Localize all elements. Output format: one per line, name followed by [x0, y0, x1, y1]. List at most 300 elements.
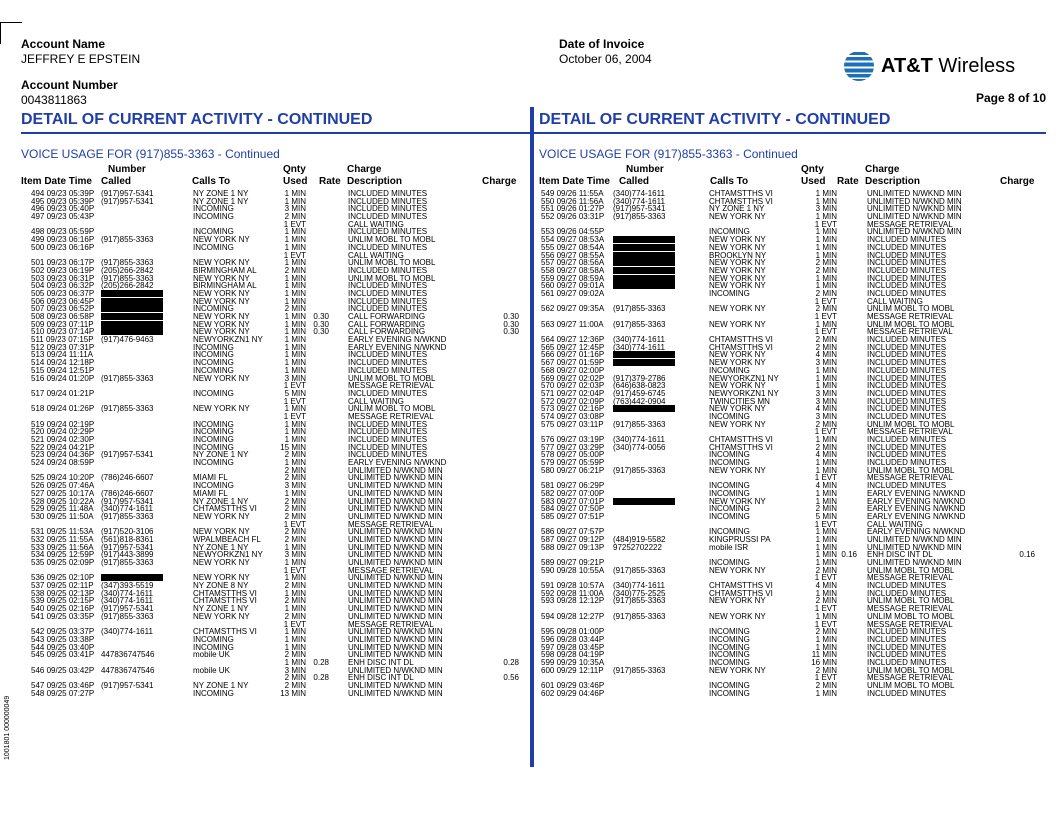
charge: 0.56 — [503, 673, 519, 683]
description: MESSAGE RETRIEVAL — [867, 327, 953, 337]
calls-to: CHTAMSTTHS VI — [709, 581, 773, 591]
rate: 0.30 — [313, 312, 329, 321]
qnty-used: 1 MIN — [284, 319, 306, 329]
calls-to: NEW YORK NY — [193, 273, 250, 283]
calls-to: CHTAMSTTHS VI — [193, 627, 257, 637]
called-number: (917)855-3363 — [101, 273, 154, 283]
description: INCLUDED MINUTES — [867, 281, 947, 291]
description: UNLIMITED N/WKND MIN — [867, 196, 962, 206]
qnty-used: 11 MIN — [811, 650, 837, 660]
calls-to: BROOKLYN NY — [709, 250, 767, 260]
called-number: (917)476-9463 — [101, 335, 154, 345]
calls-to: NEW YORK NY — [709, 304, 766, 314]
item-date-time: 519 09/24 02:19P — [31, 419, 95, 429]
calls-to: INCOMING — [193, 642, 234, 652]
description: UNLIMITED N/WKND MIN — [348, 581, 443, 591]
calls-to: NEW YORK NY — [193, 312, 250, 321]
qnty-used: 4 MIN — [815, 404, 837, 414]
calls-to: INCOMING — [709, 650, 750, 660]
qnty-used: 3 MIN — [815, 204, 837, 214]
item-date-time: 572 09/27 02:09P — [541, 396, 605, 406]
description: UNLIMITED N/WKND MIN — [348, 650, 443, 660]
called-number: (917)459-6745 — [613, 388, 666, 398]
calls-to: INCOMING — [709, 504, 750, 514]
table-row — [31, 298, 521, 306]
calls-to: INCOMING — [709, 688, 750, 698]
called-number: (917)957-5341 — [101, 450, 154, 460]
description: INCLUDED MINUTES — [867, 688, 947, 698]
table-row — [541, 344, 1041, 352]
called-number: (917)855-3363 — [613, 565, 666, 575]
description: INCLUDED MINUTES — [348, 450, 428, 460]
called-number: (484)919-5582 — [613, 534, 666, 544]
description: UNLIMITED N/WKND MIN — [348, 527, 443, 537]
table-row — [541, 682, 1041, 690]
table-row — [541, 597, 1041, 605]
item-date-time: 546 09/25 03:42P — [31, 665, 95, 675]
calls-to: CHTAMSTTHS VI — [709, 442, 773, 452]
item-date-time: 542 09/25 03:37P — [31, 627, 95, 637]
description: UNLIMITED N/WKND MIN — [348, 511, 443, 521]
called-number: (340)774-1611 — [613, 581, 665, 591]
description: UNLIMITED N/WKND MIN — [348, 504, 443, 514]
calls-to: NEW YORK NY — [709, 265, 766, 275]
description: UNLIM MOBL TO MOBL — [348, 373, 436, 383]
description: INCLUDED MINUTES — [867, 381, 947, 391]
qnty-used: 1 MIN — [284, 273, 306, 283]
item-date-time: 578 09/27 05:00P — [541, 450, 605, 460]
col-qnty-top: Qnty — [283, 164, 306, 175]
qnty-used: 1 MIN — [815, 273, 837, 283]
description: UNLIMITED N/WKND MIN — [348, 473, 443, 483]
redacted-number — [613, 351, 675, 358]
qnty-used: 1 MIN — [815, 319, 837, 329]
item-date-time: 530 09/25 11:50A — [31, 511, 94, 521]
table-row — [541, 444, 1041, 452]
called-number: (917)855-3363 — [101, 404, 154, 414]
table-row — [541, 290, 1041, 298]
called-number: (917)855-3363 — [101, 558, 154, 567]
redacted-number — [613, 244, 675, 251]
called-number: (917)855-3363 — [613, 319, 666, 329]
col-qnty-top: Qnty — [801, 164, 824, 175]
item-date-time: 540 09/25 02:16P — [31, 604, 95, 614]
qnty-used: 2 MIN — [284, 596, 306, 606]
qnty-used: 2 MIN — [284, 473, 306, 483]
calls-to: NEW YORK NY — [709, 611, 766, 621]
charge: 0.30 — [503, 319, 519, 329]
calls-to: INCOMING — [193, 242, 234, 252]
item-date-time: 589 09/27 09:21P — [541, 558, 605, 567]
description: CALL FORWARDING — [348, 327, 426, 337]
redacted-number — [613, 405, 675, 412]
item-date-time: 532 09/25 11:55A — [31, 534, 94, 544]
item-date-time: 580 09/27 06:21P — [541, 465, 605, 475]
called-number: (917)957-5341 — [613, 204, 666, 214]
item-date-time: 591 09/28 10:57A — [541, 581, 605, 591]
qnty-used: 1 MIN — [284, 196, 306, 206]
description: UNLIMITED N/WKND MIN — [867, 542, 962, 552]
calls-to: NY ZONE 1 NY — [193, 196, 249, 206]
description: UNLIMITED N/WKND MIN — [348, 558, 443, 567]
calls-to: NY ZONE 1 NY — [193, 604, 249, 614]
description: INCLUDED MINUTES — [867, 273, 947, 283]
redacted-number — [613, 267, 675, 274]
description: UNLIM MOBL TO MOBL — [867, 596, 955, 606]
table-row — [31, 382, 521, 390]
table-row — [31, 613, 521, 621]
description: EARLY EVENING N/WKND — [867, 504, 966, 514]
calls-to: NEW YORK NY — [193, 527, 250, 537]
item-date-time: 581 09/27 06:29P — [541, 481, 605, 491]
description: UNLIM MOBL TO MOBL — [867, 304, 955, 314]
item-date-time: 536 09/25 02:10P — [31, 573, 95, 583]
charge: 0.28 — [503, 657, 519, 667]
called-number: (917)855-3363 — [613, 665, 666, 675]
calls-to: INCOMING — [193, 688, 234, 698]
item-date-time: 528 09/25 10:22A — [31, 496, 95, 506]
item-date-time: 567 09/27 01:59P — [541, 358, 605, 368]
table-row — [31, 213, 521, 221]
table-row — [31, 436, 521, 444]
called-number: (917)855-3363 — [101, 258, 154, 268]
calls-to: INCOMING — [709, 657, 750, 667]
description: MESSAGE RETRIEVAL — [867, 619, 953, 629]
description: INCLUDED MINUTES — [867, 265, 947, 275]
calls-to: NY ZONE 1 NY — [193, 681, 249, 690]
col-used: Used — [283, 176, 308, 187]
qnty-used: 2 MIN — [815, 681, 837, 690]
description: INCLUDED MINUTES — [348, 304, 428, 314]
calls-to: NEW YORK NY — [709, 381, 766, 391]
description: ENH DISC INT DL — [867, 550, 933, 560]
item-date-time: 564 09/27 12:36P — [541, 335, 605, 345]
table-row — [31, 682, 521, 690]
table-row — [31, 390, 521, 398]
table-row — [541, 498, 1041, 506]
item-date-time: 582 09/27 07:00P — [541, 488, 605, 498]
item-date-time: 561 09/27 09:02A — [541, 288, 605, 298]
calls-to: NEW YORK NY — [709, 419, 766, 429]
called-number: 97252702222 — [613, 542, 662, 552]
qnty-used: 2 MIN — [815, 335, 837, 345]
description: MESSAGE RETRIEVAL — [348, 381, 434, 391]
qnty-used: 2 MIN — [284, 304, 306, 314]
table-row — [31, 359, 521, 367]
item-date-time: 602 09/29 04:46P — [541, 688, 605, 698]
table-row — [31, 474, 521, 482]
item-date-time: 547 09/25 03:46P — [31, 681, 95, 690]
description: UNLIM MOBL TO MOBL — [348, 235, 436, 245]
calls-to: INCOMING — [709, 527, 750, 537]
redacted-number — [613, 236, 675, 243]
account-name-label: Account Name — [21, 37, 106, 51]
calls-to: NEW YORK NY — [193, 319, 250, 329]
called-number: (917)855-3363 — [101, 511, 154, 521]
calls-to: INCOMING — [193, 350, 234, 360]
calls-to: INCOMING — [709, 634, 750, 644]
qnty-used: 1 EVT — [814, 604, 837, 614]
qnty-used: 1 MIN — [284, 242, 306, 252]
rate: 0.30 — [313, 327, 329, 337]
qnty-used: 1 MIN — [815, 488, 837, 498]
qnty-used: 1 EVT — [814, 619, 837, 629]
description: CALL WAITING — [867, 296, 923, 306]
called-number: (340)774-1611 — [101, 596, 153, 606]
table-row — [31, 313, 521, 321]
item-date-time: 586 09/27 07:57P — [541, 527, 605, 537]
description: EARLY EVENING N/WKND — [348, 342, 447, 352]
item-date-time: 576 09/27 03:19P — [541, 435, 605, 444]
qnty-used: 1 EVT — [283, 565, 306, 575]
calls-to: INCOMING — [193, 304, 234, 314]
item-date-time: 510 09/23 07:14P — [31, 327, 95, 337]
table-row — [31, 282, 521, 290]
item-date-time: 563 09/27 11:00A — [541, 319, 604, 329]
qnty-used: 1 MIN — [815, 558, 837, 567]
item-date-time: 509 09/23 07:11P — [31, 319, 94, 329]
qnty-used: 1 EVT — [283, 519, 306, 529]
calls-to: NEW YORK NY — [709, 358, 766, 368]
description: CALL WAITING — [348, 219, 404, 229]
table-row — [541, 544, 1041, 552]
globe-icon — [843, 50, 875, 82]
qnty-used: 1 MIN — [284, 419, 306, 429]
calls-to: INCOMING — [709, 227, 750, 237]
calls-to: NY ZONE 1 NY — [193, 189, 249, 198]
account-number-label: Account Number — [21, 78, 118, 92]
qnty-used: 1 MIN — [284, 488, 306, 498]
qnty-used: 1 MIN — [815, 227, 837, 237]
charge: 0.16 — [1019, 550, 1035, 560]
qnty-used: 1 MIN — [815, 435, 837, 444]
calls-to: NEW YORK NY — [709, 404, 766, 414]
description: INCLUDED MINUTES — [348, 419, 428, 429]
qnty-used: 1 MIN — [284, 327, 306, 337]
calls-to: NEW YORK NY — [709, 212, 766, 222]
qnty-used: 1 MIN — [284, 358, 306, 368]
calls-to: INCOMING — [709, 642, 750, 652]
qnty-used: 1 MIN — [284, 281, 306, 291]
called-number: (786)246-6607 — [101, 473, 154, 483]
item-date-time: 583 09/27 07:01P — [541, 496, 605, 506]
description: INCLUDED MINUTES — [348, 242, 428, 252]
item-date-time: 595 09/28 01:00P — [541, 627, 605, 637]
qnty-used: 1 MIN — [815, 250, 837, 260]
item-date-time: 568 09/27 02:00P — [541, 365, 605, 375]
table-row — [541, 236, 1041, 244]
table-row — [541, 213, 1041, 221]
calls-to: NEW YORK NY — [193, 404, 250, 414]
called-number: (917)957-5341 — [101, 604, 154, 614]
rate: 0.28 — [313, 657, 329, 667]
description: MESSAGE RETRIEVAL — [867, 604, 953, 614]
description: INCLUDED MINUTES — [867, 396, 947, 406]
qnty-used: 1 MIN — [284, 642, 306, 652]
table-row — [31, 413, 521, 421]
called-number: (917)443-3899 — [101, 550, 154, 560]
col-rate: Rate — [319, 176, 341, 187]
called-number: (917)379-2786 — [613, 373, 666, 383]
table-row — [31, 559, 521, 567]
description: INCLUDED MINUTES — [867, 358, 947, 368]
item-date-time: 555 09/27 08:54A — [541, 242, 605, 252]
qnty-used: 1 MIN — [815, 496, 837, 506]
description: MESSAGE RETRIEVAL — [348, 565, 434, 575]
calls-to: INCOMING — [193, 204, 234, 214]
description: UNLIM MOBL TO MOBL — [867, 319, 955, 329]
description: UNLIMITED N/WKND MIN — [348, 642, 443, 652]
qnty-used: 1 MIN — [815, 611, 837, 621]
description: UNLIMITED N/WKND MIN — [348, 627, 443, 637]
calls-to: NEW YORK NY — [709, 235, 766, 245]
item-date-time: 503 09/23 06:31P — [31, 273, 95, 283]
qnty-used: 1 EVT — [814, 312, 837, 321]
qnty-used: 5 MIN — [284, 388, 306, 398]
item-date-time: 511 09/23 07:15P — [31, 335, 94, 345]
table-row — [541, 613, 1041, 621]
description: INCLUDED MINUTES — [348, 388, 428, 398]
qnty-used: 4 MIN — [815, 450, 837, 460]
calls-to: NEW YORK NY — [193, 373, 250, 383]
col-description: Description — [865, 176, 921, 187]
description: INCLUDED MINUTES — [867, 404, 947, 414]
calls-to: CHTAMSTTHS VI — [709, 588, 773, 598]
called-number: (917)957-5341 — [101, 496, 154, 506]
qnty-used: 4 MIN — [815, 350, 837, 360]
item-date-time: 498 09/23 05:59P — [31, 227, 95, 237]
qnty-used: 1 MIN — [815, 373, 837, 383]
qnty-used: 1 MIN — [284, 542, 306, 552]
rate: 0.28 — [313, 673, 329, 683]
description: UNLIMITED N/WKND MIN — [867, 204, 962, 214]
calls-to: NEWYORKZN1 NY — [709, 388, 779, 398]
qnty-used: 1 MIN — [815, 212, 837, 222]
item-date-time: 499 09/23 06:16P — [31, 235, 95, 245]
item-date-time: 544 09/25 03:40P — [31, 642, 95, 652]
qnty-used: 1 MIN — [284, 458, 306, 468]
description: UNLIMITED N/WKND MIN — [867, 212, 962, 222]
redacted-number — [101, 321, 163, 328]
table-row — [31, 421, 521, 429]
called-number: 447836747546 — [101, 650, 155, 660]
qnty-used: 1 MIN — [284, 312, 306, 321]
qnty-used: 1 MIN — [815, 196, 837, 206]
calls-to: INCOMING — [193, 342, 234, 352]
table-row — [541, 451, 1041, 459]
description: INCLUDED MINUTES — [867, 481, 947, 491]
called-number: (917)855-3363 — [613, 465, 666, 475]
table-row — [541, 282, 1041, 290]
called-number: (340)774-1611 — [613, 435, 665, 444]
col-description: Description — [347, 176, 403, 187]
description: MESSAGE RETRIEVAL — [867, 473, 953, 483]
qnty-used: 13 MIN — [280, 688, 306, 698]
item-date-time: 553 09/26 04:55P — [541, 227, 605, 237]
description: UNLIM MOBL TO MOBL — [867, 681, 955, 690]
description: INCLUDED MINUTES — [867, 657, 947, 667]
description: CALL WAITING — [348, 250, 404, 260]
called-number: (205)266-2842 — [101, 265, 154, 275]
qnty-used: 1 EVT — [283, 381, 306, 391]
qnty-used: 1 MIN — [284, 634, 306, 644]
description: UNLIMITED N/WKND MIN — [348, 534, 443, 544]
description: INCLUDED MINUTES — [867, 373, 947, 383]
table-row — [541, 405, 1041, 413]
qnty-used: 1 MIN — [815, 688, 837, 698]
description: CALL WAITING — [348, 396, 404, 406]
item-date-time: 494 09/23 05:39P — [31, 189, 95, 198]
calls-to: INCOMING — [709, 458, 750, 468]
qnty-used: 1 MIN — [815, 542, 837, 552]
description: INCLUDED MINUTES — [867, 650, 947, 660]
qnty-used: 3 MIN — [815, 396, 837, 406]
calls-to: CHTAMSTTHS VI — [709, 335, 773, 345]
account-name: JEFFREY E EPSTEIN — [21, 52, 141, 66]
qnty-used: 1 MIN — [815, 550, 837, 560]
item-date-time: 554 09/27 08:53A — [541, 235, 605, 245]
item-date-time: 534 09/25 12:59P — [31, 550, 95, 560]
item-date-time: 500 09/23 06:16P — [31, 242, 95, 252]
calls-to: MIAMI FL — [193, 488, 228, 498]
table-row — [31, 667, 521, 675]
table-row — [541, 628, 1041, 636]
called-number: (561)818-8361 — [101, 534, 154, 544]
qnty-used: 2 MIN — [284, 581, 306, 591]
item-date-time: 596 09/28 03:44P — [541, 634, 605, 644]
table-row — [541, 244, 1041, 252]
qnty-used: 1 MIN — [815, 465, 837, 475]
rate: 0.16 — [841, 550, 857, 560]
call-list-right — [541, 190, 1041, 697]
qnty-used: 4 MIN — [815, 481, 837, 491]
description: ENH DISC INT DL — [348, 673, 414, 683]
qnty-used: 1 EVT — [283, 411, 306, 421]
description: UNLIMITED N/WKND MIN — [348, 596, 443, 606]
table-row — [31, 567, 521, 575]
description: INCLUDED MINUTES — [867, 634, 947, 644]
calls-to: CHTAMSTTHS VI — [193, 588, 257, 598]
description: UNLIMITED N/WKND MIN — [348, 611, 443, 621]
qnty-used: 1 MIN — [284, 288, 306, 298]
item-date-time: 537 09/25 02:11P — [31, 581, 94, 591]
calls-to: INCOMING — [709, 558, 750, 567]
section-title-right: DETAIL OF CURRENT ACTIVITY - CONTINUED — [539, 111, 891, 128]
table-row — [31, 305, 521, 313]
item-date-time: 548 09/25 07:27P — [31, 688, 95, 698]
description: MESSAGE RETRIEVAL — [867, 573, 953, 583]
table-row — [541, 305, 1041, 313]
item-date-time: 592 09/28 11:00A — [541, 588, 604, 598]
calls-to: mobile ISR — [709, 542, 749, 552]
called-number: (917)855-3363 — [101, 235, 154, 245]
item-date-time: 520 09/24 02:29P — [31, 427, 95, 437]
table-row — [541, 690, 1041, 698]
item-date-time: 549 09/26 11:55A — [541, 189, 604, 198]
calls-to: NEW YORK NY — [709, 273, 766, 283]
section-rule-left — [21, 132, 530, 134]
qnty-used: 2 MIN — [815, 258, 837, 268]
item-date-time: 588 09/27 09:13P — [541, 542, 605, 552]
description: MESSAGE RETRIEVAL — [867, 673, 953, 683]
qnty-used: 2 MIN — [284, 681, 306, 690]
table-row — [31, 375, 521, 383]
item-date-time: 497 09/23 05:43P — [31, 212, 95, 222]
qnty-used: 2 MIN — [815, 596, 837, 606]
qnty-used: 2 MIN — [284, 212, 306, 222]
called-number: (917)855-3363 — [101, 611, 154, 621]
calls-to: NEW YORK NY — [709, 665, 766, 675]
